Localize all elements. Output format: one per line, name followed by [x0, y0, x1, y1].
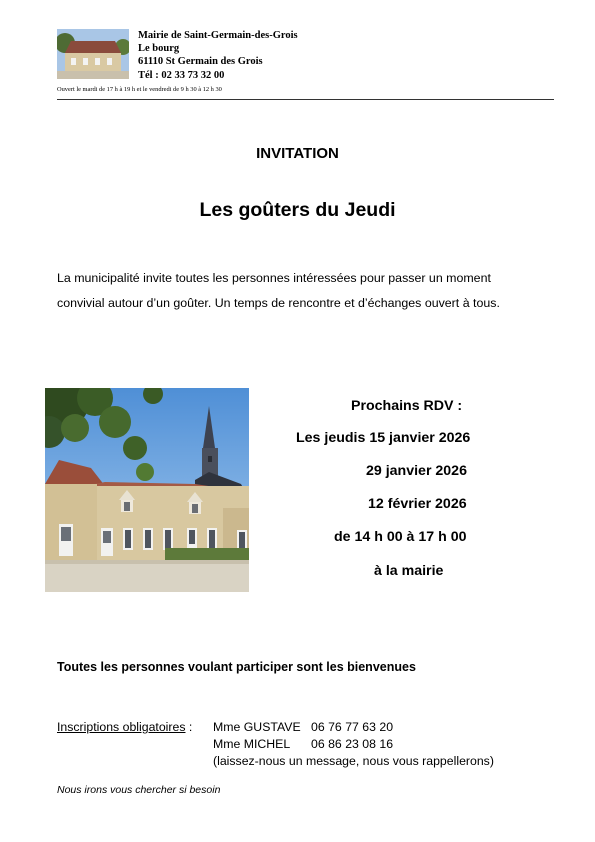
pickup-note: Nous irons vous chercher si besoin	[57, 784, 221, 796]
contact-name-2: Mme MICHEL	[213, 737, 291, 751]
org-city: 61110 St Germain des Grois	[138, 56, 263, 68]
rdv-date-2: 29 janvier 2026	[366, 463, 467, 479]
contact-phone-2: 06 86 23 08 16	[311, 737, 394, 751]
event-title: Les goûters du Jeudi	[199, 199, 396, 221]
town-hall-address	[138, 29, 298, 82]
header-divider	[57, 99, 554, 100]
intro-paragraph	[57, 266, 547, 316]
intro-line-2: convivial autour d’un goûter. Un temps de rencontre et d’échanges ouvert à tous.	[57, 296, 500, 310]
town-hall-thumbnail	[57, 29, 129, 79]
welcome-text: Toutes les personnes voulant participer sont les bienvenues	[57, 660, 416, 674]
rdv-heading: Prochains RDV :	[351, 398, 463, 414]
contact-name-1: Mme GUSTAVE	[213, 720, 301, 734]
invitation-heading: INVITATION	[256, 145, 339, 162]
rdv-time: de 14 h 00 à 17 h 00	[334, 529, 467, 545]
org-phone: Tél : 02 33 73 32 00	[138, 69, 225, 81]
callback-note: (laissez-nous un message, nous vous rappellerons)	[213, 754, 494, 768]
contact-phone-1: 06 76 77 63 20	[311, 720, 394, 734]
org-street: Le bourg	[138, 43, 180, 55]
inscriptions-colon: :	[185, 720, 193, 734]
inscriptions-label-text: Inscriptions obligatoires	[57, 720, 186, 734]
org-name: Mairie de Saint-Germain-des-Grois	[138, 30, 298, 41]
intro-line-1: La municipalité invite toutes les personnes intéressées pour passer un moment	[57, 271, 491, 285]
rdv-date-3: 12 février 2026	[368, 496, 467, 512]
town-hall-photo	[45, 388, 249, 592]
opening-hours: Ouvert le mardi de 17 h à 19 h et le vendredi de 9 h 30 à 12 h 30	[57, 86, 222, 93]
rdv-place: à la mairie	[374, 563, 444, 579]
rdv-date-1: Les jeudis 15 janvier 2026	[296, 430, 471, 446]
inscriptions-label	[57, 720, 192, 734]
